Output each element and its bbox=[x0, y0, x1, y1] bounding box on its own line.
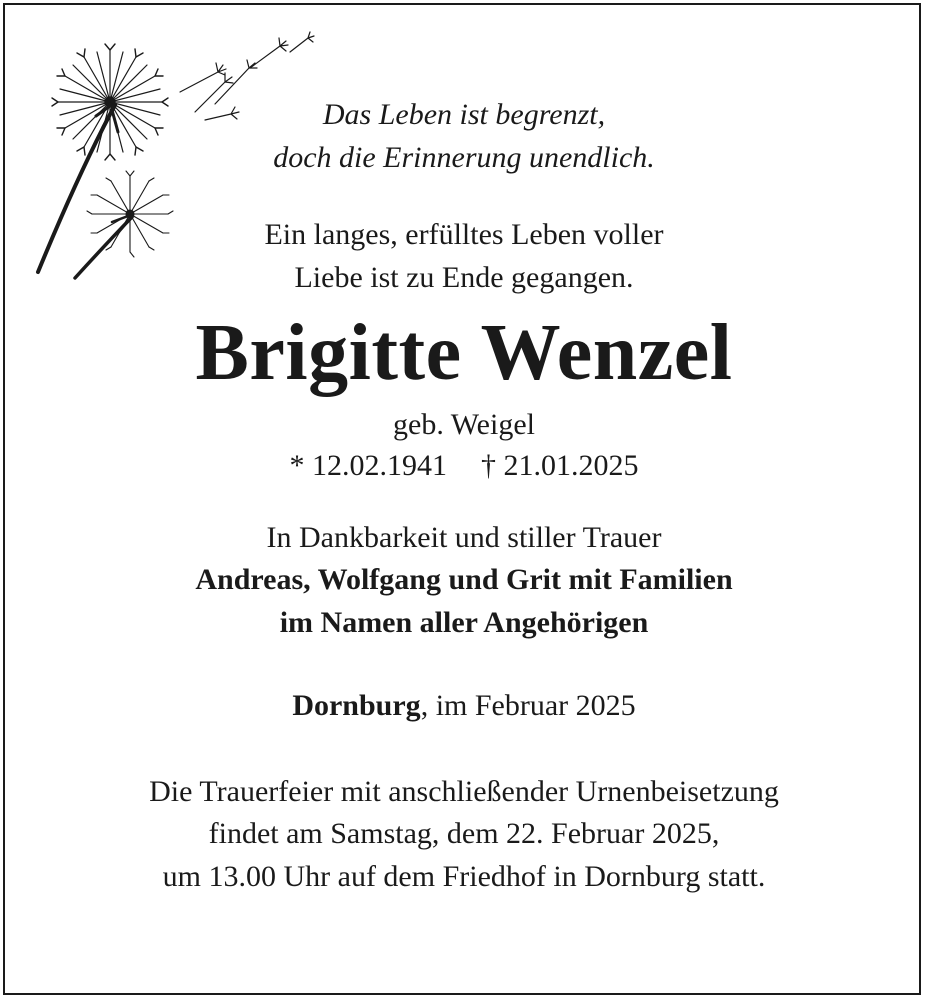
death-date: † 21.01.2025 bbox=[481, 449, 639, 482]
motto-line-2: doch die Erinnerung unendlich. bbox=[273, 141, 655, 174]
intro-line-2: Liebe ist zu Ende gegangen. bbox=[294, 261, 634, 294]
mourners-line-2: im Namen aller Angehörigen bbox=[279, 606, 649, 639]
motto-line-1: Das Leben ist begrenzt, bbox=[322, 98, 606, 131]
grief-line: In Dankbarkeit und stiller Trauer bbox=[266, 521, 662, 554]
maiden-name: geb. Weigel bbox=[393, 408, 535, 441]
mourners-line-1: Andreas, Wolfgang und Grit mit Familien bbox=[195, 563, 733, 596]
ceremony-line-3: um 13.00 Uhr auf dem Friedhof in Dornburg statt. bbox=[162, 860, 766, 893]
life-dates bbox=[0, 449, 928, 483]
place-name: Dornburg bbox=[292, 689, 421, 722]
intro-line-1: Ein langes, erfülltes Leben voller bbox=[264, 218, 664, 251]
ceremony-line-1: Die Trauerfeier mit anschließender Urnenbeisetzung bbox=[149, 775, 779, 808]
ceremony-line-2: findet am Samstag, dem 22. Februar 2025, bbox=[208, 817, 720, 850]
deceased-name: Brigitte Wenzel bbox=[195, 309, 733, 397]
place-date bbox=[0, 689, 928, 723]
date-text: , im Februar 2025 bbox=[420, 689, 636, 722]
birth-date: * 12.02.1941 bbox=[289, 449, 447, 482]
